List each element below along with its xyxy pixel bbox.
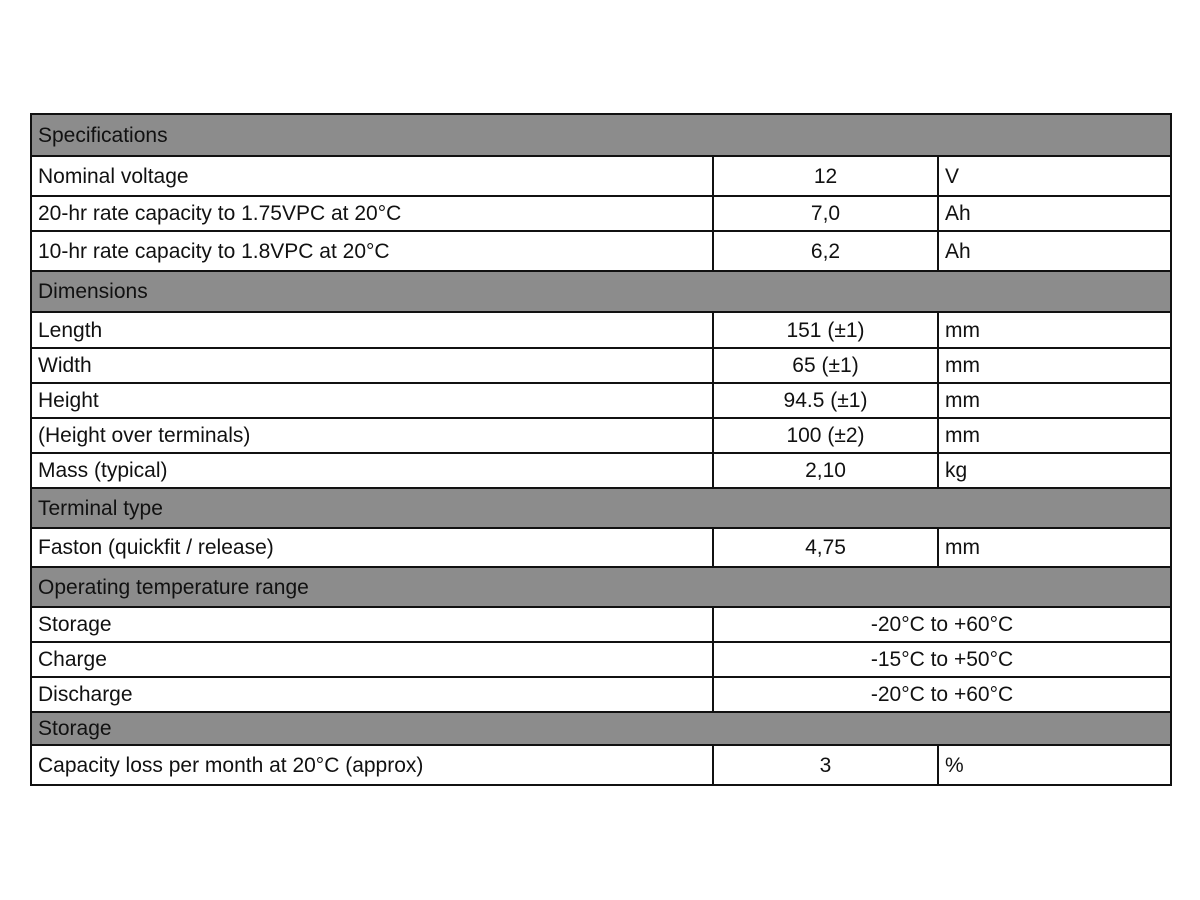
row-value: 6,2	[713, 231, 938, 271]
row-label: 20-hr rate capacity to 1.75VPC at 20°C	[31, 196, 713, 231]
row-unit: mm	[938, 418, 1171, 453]
row-label: Charge	[31, 642, 713, 677]
row-unit: %	[938, 745, 1171, 785]
table-row	[31, 231, 1171, 271]
table-row	[31, 642, 1171, 677]
row-value: 151 (±1)	[713, 312, 938, 348]
section-header-storage	[31, 712, 1171, 745]
table-row	[31, 677, 1171, 712]
row-unit: V	[938, 156, 1171, 196]
table-row	[31, 607, 1171, 642]
section-header-dimensions	[31, 271, 1171, 312]
table-row	[31, 745, 1171, 785]
section-title: Dimensions	[31, 271, 1171, 312]
row-unit: mm	[938, 348, 1171, 383]
row-unit: kg	[938, 453, 1171, 488]
table-row	[31, 156, 1171, 196]
section-header-operating-temperature-range	[31, 567, 1171, 607]
row-label: Discharge	[31, 677, 713, 712]
row-value: -20°C to +60°C	[713, 677, 1171, 712]
row-value: 94.5 (±1)	[713, 383, 938, 418]
row-label: Nominal voltage	[31, 156, 713, 196]
row-label: Mass (typical)	[31, 453, 713, 488]
row-unit: mm	[938, 383, 1171, 418]
row-label: Faston (quickfit / release)	[31, 528, 713, 567]
row-label: (Height over terminals)	[31, 418, 713, 453]
row-value: -20°C to +60°C	[713, 607, 1171, 642]
table-row	[31, 453, 1171, 488]
specifications-table	[30, 113, 1172, 786]
row-label: Width	[31, 348, 713, 383]
row-unit: Ah	[938, 231, 1171, 271]
section-title: Specifications	[31, 114, 1171, 156]
table-row	[31, 312, 1171, 348]
row-value: 2,10	[713, 453, 938, 488]
row-unit: mm	[938, 528, 1171, 567]
section-title: Terminal type	[31, 488, 1171, 528]
section-title: Operating temperature range	[31, 567, 1171, 607]
row-unit: mm	[938, 312, 1171, 348]
row-label: Capacity loss per month at 20°C (approx)	[31, 745, 713, 785]
row-value: 3	[713, 745, 938, 785]
table-row	[31, 528, 1171, 567]
row-value: 7,0	[713, 196, 938, 231]
row-value: 12	[713, 156, 938, 196]
section-header-terminal-type	[31, 488, 1171, 528]
table-row	[31, 348, 1171, 383]
row-value: 65 (±1)	[713, 348, 938, 383]
row-unit: Ah	[938, 196, 1171, 231]
table-row	[31, 196, 1171, 231]
row-value: -15°C to +50°C	[713, 642, 1171, 677]
row-label: 10-hr rate capacity to 1.8VPC at 20°C	[31, 231, 713, 271]
section-header-specifications	[31, 114, 1171, 156]
spec-sheet	[30, 113, 1170, 786]
row-value: 100 (±2)	[713, 418, 938, 453]
section-title: Storage	[31, 712, 1171, 745]
row-value: 4,75	[713, 528, 938, 567]
row-label: Storage	[31, 607, 713, 642]
row-label: Length	[31, 312, 713, 348]
row-label: Height	[31, 383, 713, 418]
table-row	[31, 383, 1171, 418]
table-row	[31, 418, 1171, 453]
